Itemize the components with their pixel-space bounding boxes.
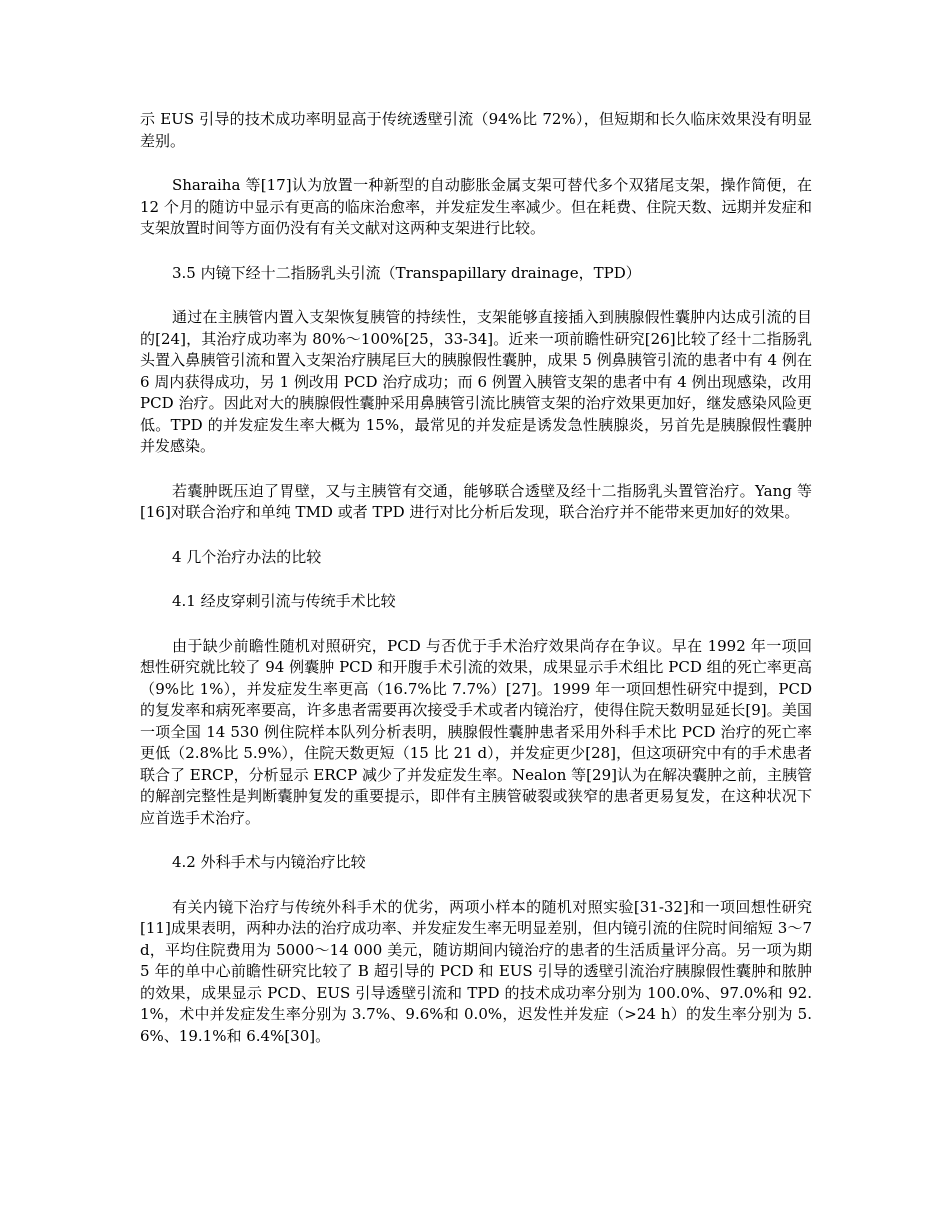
paragraph-surgery-vs-endoscopy: 有关内镜下治疗与传统外科手术的优劣，两项小样本的随机对照实验[31-32]和一项回想性研究[11]成果表明，两种办法的治疗成功率、并发症发生率无明显差别，但内镜引流的住院时间缩短 3～7 d，平均住院费用为 5000～14 000 美元，随访期间内镜治疗的患者的生活质量评分高。另一项为期 5 年的单中心前瞻性研究比较了 B 超引导的 PCD 和 EUS 引导的透壁引流治疗胰腺假性囊肿和脓肿的效果，成果显示 PCD、EUS 引导透壁引流和 TPD 的技术成功率分别为 100.0%、97.0%和 92.1%，术中并发症发生率分别为 3.7%、9.6%和 0.0%，迟发性并发症（>24 h）的发生率分别为 5.6%、19.1%和 6.4%[30]。 — [140, 897, 812, 1045]
paragraph-sharaiha-stent: Sharaiha 等[17]认为放置一种新型的自动膨胀金属支架可替代多个双猪尾支架，操作简便，在 12 个月的随访中显示有更高的临床治愈率，并发症发生率减少。但在耗费、住院天数、远期并发症和支架放置时间等方面仍没有有关文献对这两种支架进行比较。 — [140, 176, 812, 237]
section-heading-3-5: 3.5 内镜下经十二指肠乳头引流（Transpapillary drainage，TPD） — [172, 263, 641, 282]
document-page — [140, 109, 812, 1070]
paragraph-tpd-stent: 通过在主胰管内置入支架恢复胰管的持续性，支架能够直接插入到胰腺假性囊肿内达成引流的目的[24]，其治疗成功率为 80%～100%[25，33-34]。近来一项前瞻性研究[26]比较了经十二指肠乳头置入鼻胰管引流和置入支架治疗胰尾巨大的胰腺假性囊肿，成果 5 例鼻胰管引流的患者中有 4 例在 6 周内获得成功，另 1 例改用 PCD 治疗成功；而 6 例置入胰管支架的患者中有 4 例出现感染，改用 PCD 治疗。因此对大的胰腺假性囊肿采用鼻胰管引流比胰管支架的治疗效果更加好，继发感染风险更低。TPD 的并发症发生率大概为 15%，最常见的并发症是诱发急性胰腺炎，另首先是胰腺假性囊肿并发感染。 — [140, 308, 812, 455]
paragraph-combined-therapy: 若囊肿既压迫了胃壁，又与主胰管有交通，能够联合透壁及经十二指肠乳头置管治疗。Yang 等[16]对联合治疗和单纯 TMD 或者 TPD 进行对比分析后发现，联合治疗并不能带来更加好的效果。 — [140, 481, 812, 521]
section-heading-4-1: 4.1 经皮穿刺引流与传统手术比较 — [172, 592, 396, 610]
paragraph-eus-success-rate: 示 EUS 引导的技术成功率明显高于传统透壁引流（94%比 72%），但短期和长久临床效果没有明显差别。 — [140, 110, 812, 150]
paragraph-pcd-vs-surgery: 由于缺少前瞻性随机对照研究，PCD 与否优于手术治疗效果尚存在争议。早在 1992 年一项回想性研究就比较了 94 例囊肿 PCD 和开腹手术引流的效果，成果显示手术组比 PCD 组的死亡率更高（9%比 1%），并发症发生率更高（16.7%比 7.7%）[27]。1999 年一项回想性研究中提到，PCD 的复发率和病死率要高，许多患者需要再次接受手术或者内镜治疗，使得住院天数明显延长[9]。美国一项全国 14 530 例住院样本队列分析表明，胰腺假性囊肿患者采用外科手术比 PCD 治疗的死亡率更低（2.8%比 5.9%），住院天数更短（15 比 21 d），并发症更少[28]，但这项研究中有的手术患者联合了 ERCP，分析显示 ERCP 减少了并发症发生率。Nealon 等[29]认为在解决囊肿之前，主胰管的解剖完整性是判断囊肿复发的重要提示，即伴有主胰管破裂或狭窄的患者更易复发，在这种状况下应首选手术治疗。 — [140, 636, 812, 827]
section-heading-4: 4 几个治疗办法的比较 — [172, 547, 322, 566]
section-heading-4-2: 4.2 外科手术与内镜治疗比较 — [172, 853, 366, 871]
